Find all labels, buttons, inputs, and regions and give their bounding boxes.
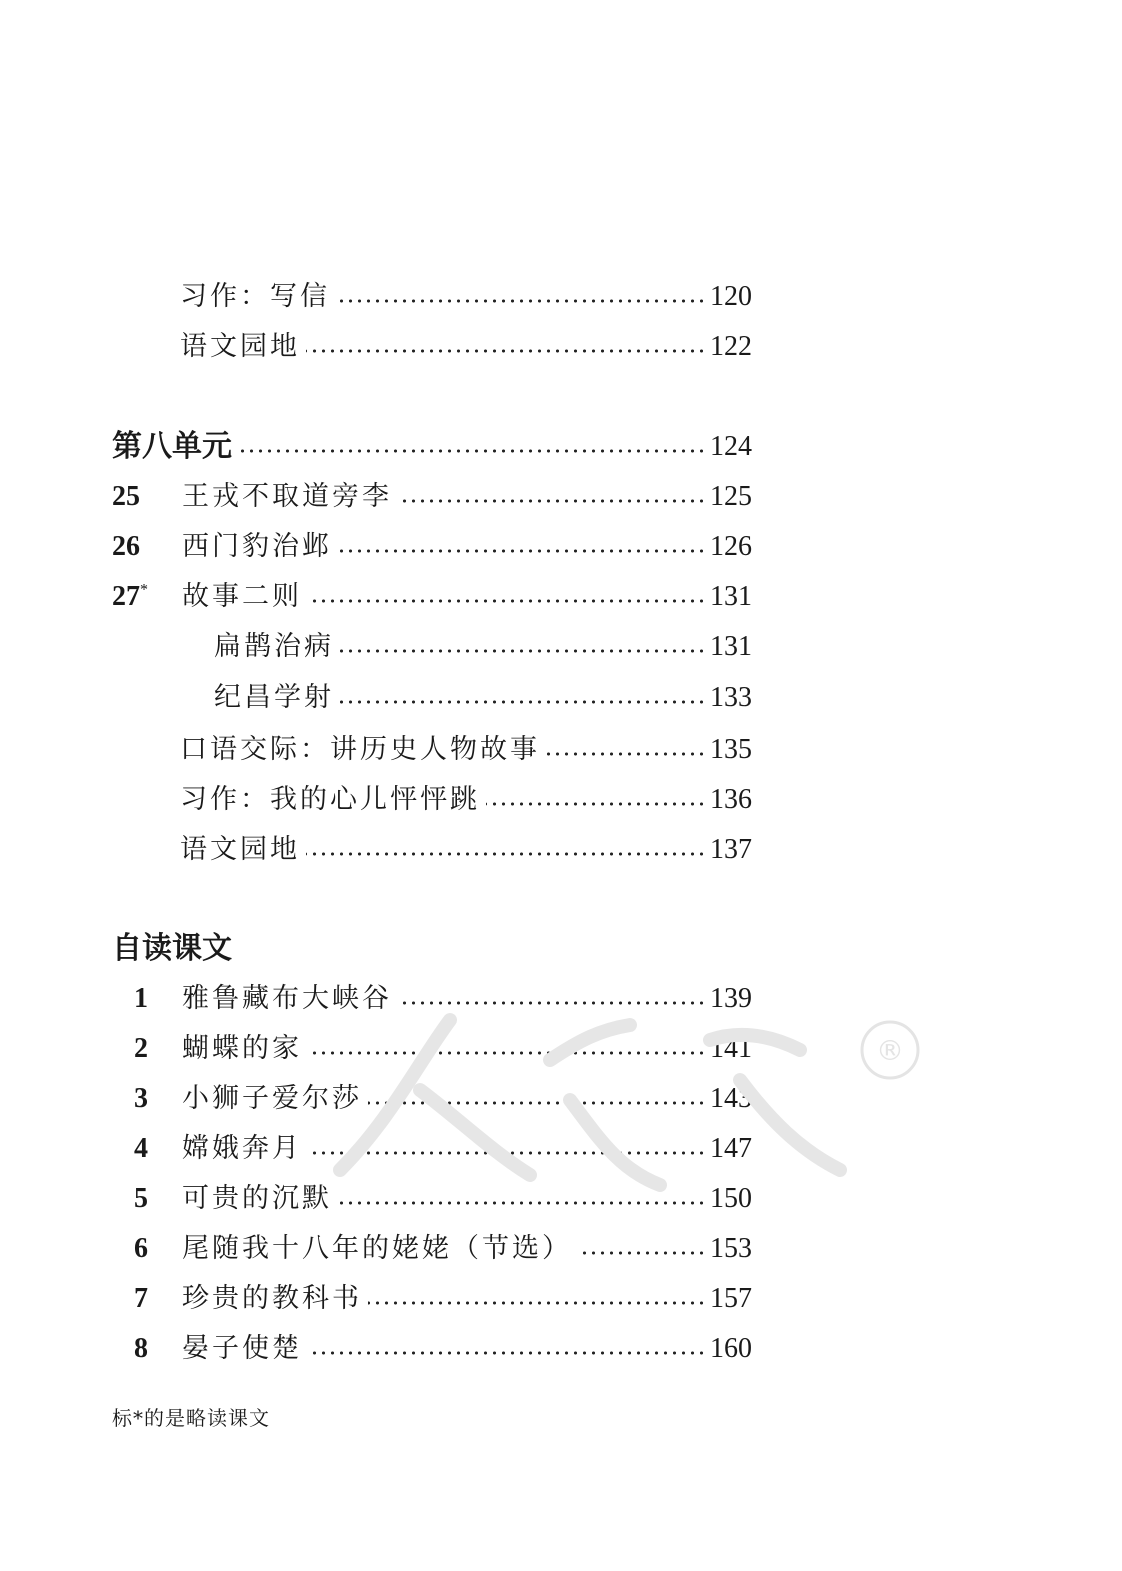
toc-entry — [180, 275, 752, 319]
dot-leader — [368, 1301, 706, 1305]
page-number: 131 — [710, 581, 752, 612]
page-number: 125 — [710, 481, 752, 512]
toc-entry — [112, 1027, 752, 1071]
toc-entry — [112, 1327, 752, 1371]
toc-entry — [180, 828, 752, 872]
dot-leader — [546, 752, 706, 756]
section-heading: 第八单元 — [112, 429, 232, 464]
page-number: 147 — [710, 1133, 752, 1164]
toc-entry — [180, 325, 752, 369]
dot-leader — [338, 1201, 706, 1205]
dot-leader — [578, 1251, 706, 1255]
dot-leader — [340, 649, 706, 653]
entry-title: 西门豹治邺 — [182, 531, 332, 562]
lesson-number: 4 — [134, 1133, 148, 1164]
lesson-number: 5 — [134, 1183, 148, 1214]
toc-entry — [112, 1077, 752, 1121]
entry-title: 嫦娥奔月 — [182, 1133, 302, 1164]
entry-title: 小狮子爱尔莎 — [182, 1083, 362, 1114]
entry-title: 尾随我十八年的姥姥（节选） — [182, 1233, 572, 1264]
toc-entry — [112, 425, 752, 469]
lesson-number: 27* — [112, 581, 148, 612]
page-number: 120 — [710, 281, 752, 312]
dot-leader — [306, 852, 706, 856]
dot-leader — [338, 549, 706, 553]
toc-entry — [112, 927, 752, 971]
entry-title: 纪昌学射 — [214, 682, 334, 713]
section-heading: 自读课文 — [112, 931, 232, 966]
lesson-number: 7 — [134, 1283, 148, 1314]
toc-entry — [112, 1277, 752, 1321]
lesson-number: 3 — [134, 1083, 148, 1114]
entry-title: 语文园地 — [180, 331, 300, 362]
dot-leader — [368, 1101, 706, 1105]
page-number: 150 — [710, 1183, 752, 1214]
entry-title: 口语交际：讲历史人物故事 — [180, 734, 540, 765]
page-number: 139 — [710, 983, 752, 1014]
entry-title: 习作：我的心儿怦怦跳 — [180, 784, 480, 815]
page-number: 124 — [710, 431, 752, 462]
dot-leader — [308, 1151, 706, 1155]
toc-entry — [112, 575, 752, 619]
svg-text:®: ® — [876, 1034, 904, 1067]
page-number: 143 — [710, 1083, 752, 1114]
page-number: 137 — [710, 834, 752, 865]
dot-leader — [340, 700, 706, 704]
page-number: 157 — [710, 1283, 752, 1314]
toc-entry — [112, 1127, 752, 1171]
entry-title: 雅鲁藏布大峡谷 — [182, 983, 392, 1014]
dot-leader — [238, 449, 706, 453]
page-number: 131 — [710, 631, 752, 662]
entry-title: 蝴蝶的家 — [182, 1033, 302, 1064]
toc-entry — [214, 676, 752, 720]
toc-entry — [112, 475, 752, 519]
entry-title: 扁鹊治病 — [214, 631, 334, 662]
toc-entry — [180, 778, 752, 822]
page-number: 160 — [710, 1333, 752, 1364]
dot-leader — [308, 1051, 706, 1055]
skim-reading-mark: * — [140, 581, 148, 599]
page-number: 135 — [710, 734, 752, 765]
page-number: 153 — [710, 1233, 752, 1264]
toc-entry — [112, 1227, 752, 1271]
lesson-number: 8 — [134, 1333, 148, 1364]
entry-title: 可贵的沉默 — [182, 1183, 332, 1214]
lesson-number: 1 — [134, 983, 148, 1014]
dot-leader — [306, 349, 706, 353]
entry-title: 晏子使楚 — [182, 1333, 302, 1364]
dot-leader — [308, 1351, 706, 1355]
toc-entry — [112, 525, 752, 569]
lesson-number: 25 — [112, 481, 140, 512]
page-number: 141 — [710, 1033, 752, 1064]
toc-entry — [112, 977, 752, 1021]
dot-leader — [486, 802, 706, 806]
dot-leader — [308, 599, 706, 603]
dot-leader — [398, 1001, 706, 1005]
entry-title: 故事二则 — [182, 581, 302, 612]
page-number: 122 — [710, 331, 752, 362]
lesson-number: 6 — [134, 1233, 148, 1264]
entry-title: 珍贵的教科书 — [182, 1283, 362, 1314]
entry-title: 王戎不取道旁李 — [182, 481, 392, 512]
footnote: 标*的是略读课文 — [112, 1406, 270, 1430]
entry-title: 语文园地 — [180, 834, 300, 865]
entry-title: 习作：写信 — [180, 281, 330, 312]
lesson-number: 2 — [134, 1033, 148, 1064]
toc-entry — [112, 1177, 752, 1221]
page-number: 126 — [710, 531, 752, 562]
toc-entry — [214, 625, 752, 669]
lesson-number: 26 — [112, 531, 140, 562]
dot-leader — [336, 299, 706, 303]
page-number: 133 — [710, 682, 752, 713]
page-number: 136 — [710, 784, 752, 815]
toc-entry — [180, 728, 752, 772]
dot-leader — [398, 499, 706, 503]
